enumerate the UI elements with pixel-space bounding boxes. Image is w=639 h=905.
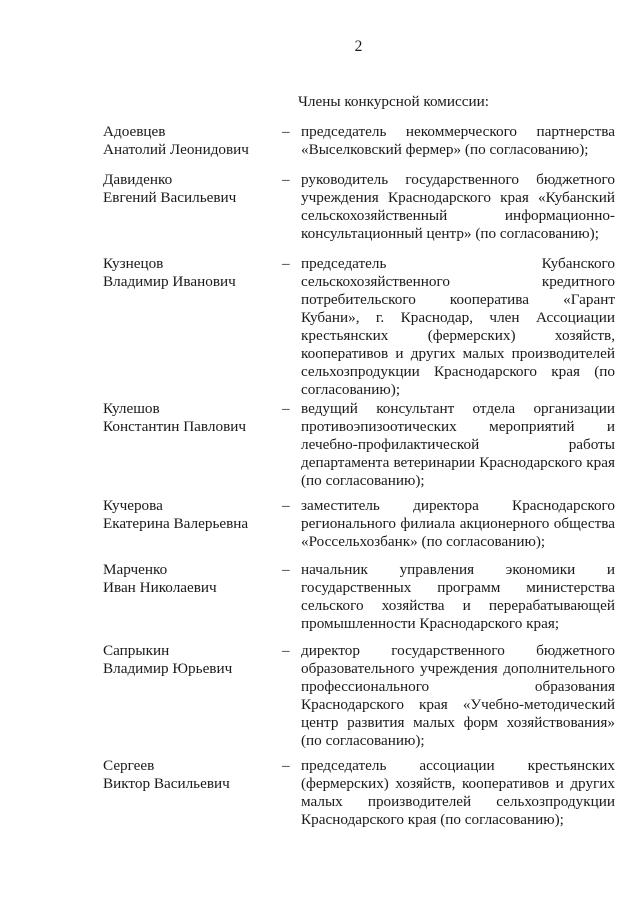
member-surname: Давиденко — [103, 171, 173, 188]
member-position-line: консультационный центр» (по согласованию); — [301, 225, 599, 242]
member-name — [103, 497, 283, 533]
member-name — [103, 757, 283, 793]
section-title: Члены конкурсной комиссии: — [298, 93, 489, 110]
member-name — [103, 255, 283, 291]
member-position-line: департамента ветеринарии Краснодарского края — [301, 454, 615, 471]
member-dash: – — [282, 642, 290, 659]
member-position-line: регионального филиала акционерного общества — [301, 515, 615, 532]
member-position-line: противоэпизоотических мероприятий и — [301, 418, 615, 435]
member-position-line: начальник управления экономики и — [301, 561, 615, 578]
member-given-names: Анатолий Леонидович — [103, 141, 249, 158]
member-surname: Кузнецов — [103, 255, 164, 272]
member-name — [103, 171, 283, 207]
member-position-line: руководитель государственного бюджетного — [301, 171, 615, 188]
member-position — [301, 642, 615, 750]
member-position-line: крестьянских (фермерских) хозяйств, — [301, 327, 615, 344]
member-position-line: председатель некоммерческого партнерства — [301, 123, 615, 140]
member-position-line: «Выселковский фермер» (по согласованию); — [301, 141, 589, 158]
member-dash: – — [282, 255, 290, 272]
member-position-line: промышленности Краснодарского края; — [301, 615, 560, 632]
member-dash: – — [282, 171, 290, 188]
member-surname: Кучерова — [103, 497, 163, 514]
member-position-line: Краснодарского края «Учебно-методический — [301, 696, 615, 713]
member-position-line: сельхозпродукции Краснодарского края (по — [301, 363, 615, 380]
member-position-line: государственных программ министерства — [301, 579, 615, 596]
member-position-line: учреждения Краснодарского края «Кубанский — [301, 189, 615, 206]
member-surname: Адоевцев — [103, 123, 166, 140]
member-position-line: кооперативов и других малых производителей — [301, 345, 615, 362]
member-position-line: «Россельхозбанк» (по согласованию); — [301, 533, 546, 550]
member-position-line: сельского хозяйства и перерабатывающей — [301, 597, 615, 614]
member-position-line: Краснодарского края (по согласованию); — [301, 811, 564, 828]
member-name — [103, 642, 283, 678]
member-given-names: Владимир Юрьевич — [103, 660, 233, 677]
member-position-line: председатель ассоциации крестьянских — [301, 757, 615, 774]
member-position-line: лечебно-профилактической работы — [301, 436, 615, 453]
member-position — [301, 757, 615, 829]
member-position-line: председатель Кубанского — [301, 255, 615, 272]
member-name — [103, 400, 283, 436]
member-position — [301, 171, 615, 243]
member-position-line: директор государственного бюджетного — [301, 642, 615, 659]
member-dash: – — [282, 757, 290, 774]
member-position-line: (по согласованию); — [301, 472, 425, 489]
member-given-names: Иван Николаевич — [103, 579, 217, 596]
member-position-line: профессионального образования — [301, 678, 615, 695]
member-surname: Марченко — [103, 561, 168, 578]
member-position-line: центр развития малых форм хозяйствования» — [301, 714, 615, 731]
member-position-line: сельскохозяйственный информационно- — [301, 207, 615, 224]
member-given-names: Екатерина Валерьевна — [103, 515, 249, 532]
member-surname: Сапрыкин — [103, 642, 170, 659]
member-surname: Кулешов — [103, 400, 160, 417]
member-position-line: образовательного учреждения дополнительного — [301, 660, 615, 677]
member-position-line: ведущий консультант отдела организации — [301, 400, 615, 417]
member-position-line: потребительского кооператива «Гарант — [301, 291, 615, 308]
member-surname: Сергеев — [103, 757, 155, 774]
member-name — [103, 561, 283, 597]
member-position — [301, 400, 615, 490]
member-position — [301, 123, 615, 159]
member-dash: – — [282, 400, 290, 417]
member-position — [301, 497, 615, 551]
member-position — [301, 561, 615, 633]
member-dash: – — [282, 561, 290, 578]
member-position-line: (по согласованию); — [301, 732, 425, 749]
member-dash: – — [282, 123, 290, 140]
member-given-names: Константин Павлович — [103, 418, 247, 435]
member-given-names: Евгений Васильевич — [103, 189, 237, 206]
member-position-line: малых производителей сельхозпродукции — [301, 793, 615, 810]
member-position-line: (фермерских) хозяйств, кооперативов и других — [301, 775, 615, 792]
member-dash: – — [282, 497, 290, 514]
member-given-names: Владимир Иванович — [103, 273, 236, 290]
member-position-line: сельскохозяйственного кредитного — [301, 273, 615, 290]
member-position — [301, 255, 615, 399]
page-number: 2 — [354, 38, 363, 55]
member-position-line: согласованию); — [301, 381, 401, 398]
member-given-names: Виктор Васильевич — [103, 775, 230, 792]
member-position-line: заместитель директора Краснодарского — [301, 497, 615, 514]
member-name — [103, 123, 283, 159]
member-position-line: Кубани», г. Краснодар, член Ассоциации — [301, 309, 615, 326]
